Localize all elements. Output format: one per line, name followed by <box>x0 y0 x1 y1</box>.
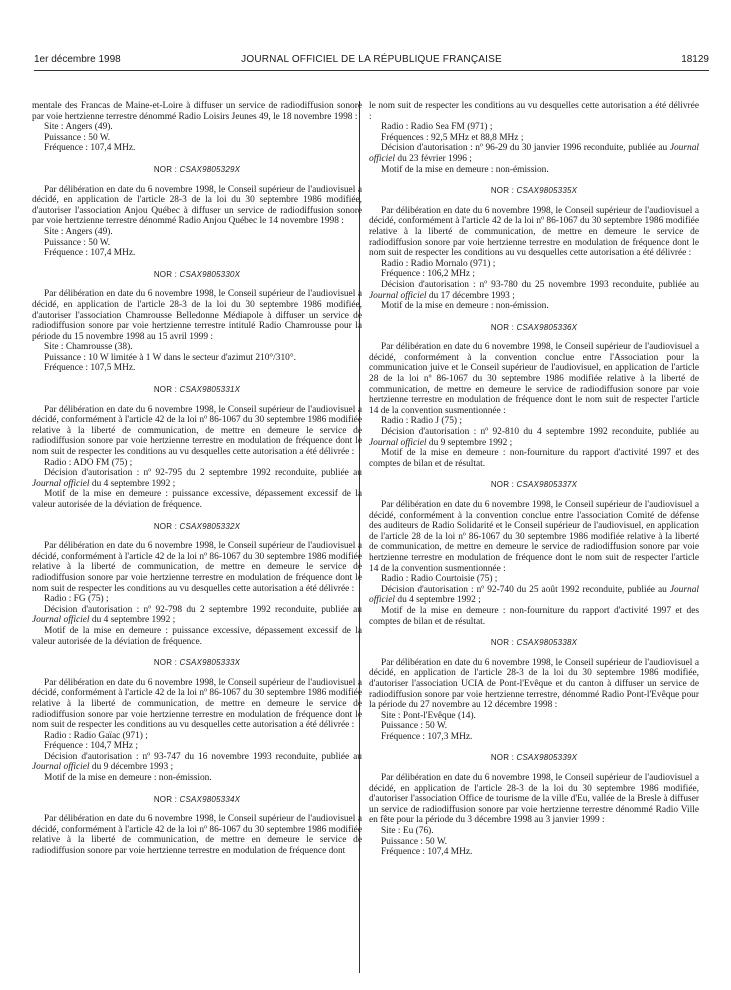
nor-heading: NOR : CSAX9805329X <box>153 164 241 174</box>
deliberation-paragraph: Par délibération en date du 6 novembre 1998, le Conseil supérieur de l'audiovisuel a décidé, conformément à l'article 42 de la loi nº 86-1067 du 30 septembre 1986 modifiée relative à la liberté de communication, de mettre en demeure le service de radiodiffusion sonore par voie hertzienne terrestre en modulation de fréquence dont le nom suit de respecter les conditions au vu desquelles cette autorisation a été délivrée : <box>32 677 362 731</box>
power-field: Puissance : 50 W. <box>44 132 111 143</box>
nor-heading: NOR : CSAX9805335X <box>490 186 578 196</box>
decision-field: Décision d'autorisation : nº 92-740 du 25 août 1992 reconduite, publiée au Journal officiel du 4 septembre 1992 ; <box>369 584 699 606</box>
decision-field: Décision d'autorisation : nº 96-29 du 30 janvier 1996 reconduite, publiée au Journal officiel du 23 février 1996 ; <box>369 143 699 164</box>
deliberation-paragraph: Par délibération en date du 6 novembre 1998, le Conseil supérieur de l'audiovisuel a décidé, en application de l'article 28-3 de la loi du 30 septembre 1986 modifiée, d'autoriser l'association UCIA de Pont-l'Evêque et du canton à diffuser un service de radiodiffusion sonore par voie hertzienne terrestre, dénommé Radio Pont-l'Evêque pour la période du 27 novembre au 12 décembre 1998 : <box>369 657 699 711</box>
deliberation-paragraph: Par délibération en date du 6 novembre 1998, le Conseil supérieur de l'audiovisuel a décidé, conformément à la convention conclue entre l'Association pour la communication juive et le Conseil supérieur de l'audiovisuel, en application de l'article 28 de la loi nº 86-1067 du 30 septembre 1986 modifiée relative à la liberté de communication, de mettre en demeure le service de radiodiffusion sonore par voie hertzienne terrestre en modulation de fréquence dont le nom suit de respecter l'article 14 de la convention susmentionnée : <box>369 342 699 416</box>
motif-field: Motif de la mise en demeure : non-fourniture du rapport d'activité 1997 et des comptes de bilan et de résultat. <box>369 605 699 627</box>
nor-heading: NOR : CSAX9805334X <box>153 794 241 804</box>
site-field: Site : Chamrousse (38). <box>44 342 133 353</box>
deliberation-paragraph: Par délibération en date du 6 novembre 1998, le Conseil supérieur de l'audiovisuel a décidé, en application de l'article 28-3 de la loi du 30 septembre 1986 modifiée, d'autoriser l'association Chamrousse Belledonne Médiapole à diffuser un service de radiodiffusion sonore par voie hertzienne terrestre intitulé Radio Chamrousse pour la période du 15 novembre 1998 au 15 avril 1999 : <box>32 289 362 342</box>
frequency-field: Fréquence : 104,7 MHz ; <box>44 741 138 752</box>
decision-field: Décision d'autorisation : nº 92-798 du 2 septembre 1992 reconduite, publiée au Journal officiel du 4 septembre 1992 ; <box>32 604 362 626</box>
site-field: Site : Angers (49). <box>44 122 113 133</box>
site-field: Site : Pont-l'Evêque (14). <box>381 710 476 721</box>
nor-heading: NOR : CSAX9805333X <box>153 658 241 668</box>
power-field: Puissance : 50 W. <box>381 721 448 732</box>
power-field: Puissance : 10 W limitée à 1 W dans le secteur d'azimut 210°/310°. <box>44 352 296 363</box>
radio-field: Radio : ADO FM (75) ; <box>44 457 133 468</box>
radio-field: Radio : Radio Gaïac (971) ; <box>44 730 148 741</box>
header-rule <box>34 70 709 71</box>
frequency-field: Fréquence : 107,4 MHz. <box>381 847 473 858</box>
frequency-field: Fréquence : 107,4 MHz. <box>44 143 136 154</box>
deliberation-paragraph: Par délibération en date du 6 novembre 1998, le Conseil supérieur de l'audiovisuel a décidé, en application de l'article 28-3 de la loi du 30 septembre 1986 modifiée, d'autoriser l'association Office de tourisme de la ville d'Eu, vallée de la Bresle à diffuser un service de radiodiffusion sonore par voie hertzienne terrestre dénommé Radio Ville en fête pour la période du 3 décembre 1998 au 3 janvier 1999 : <box>369 773 699 826</box>
decision-field: Décision d'autorisation : nº 92-810 du 4 septembre 1992 reconduite, publiée au Journal officiel du 9 septembre 1992 ; <box>369 427 699 448</box>
decision-field: Décision d'autorisation : nº 92-795 du 2 septembre 1992 reconduite, publiée au Journal officiel du 4 septembre 1992 ; <box>32 468 362 489</box>
deliberation-paragraph: Par délibération en date du 6 novembre 1998, le Conseil supérieur de l'audiovisuel a décidé, conformément à l'article 42 de la loi nº 86-1067 du 30 septembre 1986 modifiée relative à la liberté de communication, de mettre en demeure le service de radiodiffusion sonore par voie hertzienne terrestre en modulation de fréquence dont le nom suit de respecter les conditions au vu desquelles cette autorisation a été délivrée : <box>369 205 699 259</box>
frequency-field: Fréquences : 92,5 MHz et 88,8 MHz ; <box>381 132 524 143</box>
left-column <box>32 101 362 857</box>
nor-heading: NOR : CSAX9805337X <box>490 480 578 490</box>
motif-field: Motif de la mise en demeure : puissance excessive, dépassement excessif de la valeur autorisée de la déviation de fréquence. <box>32 489 362 510</box>
radio-field: Radio : Radio J (75) ; <box>381 416 462 427</box>
power-field: Puissance : 50 W. <box>381 836 448 847</box>
nor-heading: NOR : CSAX9805330X <box>153 269 241 279</box>
deliberation-paragraph: Par délibération en date du 6 novembre 1998, le Conseil supérieur de l'audiovisuel a décidé, conformément à l'article 42 de la loi nº 86-1067 du 30 septembre 1986 modifiée relative à la liberté de communication, de mettre en demeure le service de radiodiffusion sonore par voie hertzienne terrestre en modulation de fréquence dont le nom suit de respecter les conditions au vu desquelles cette autorisation a été délivrée : <box>32 404 362 458</box>
motif-field: Motif de la mise en demeure : non-émission. <box>381 301 549 312</box>
frequency-field: Fréquence : 107,3 MHz. <box>381 731 473 742</box>
continued-paragraph: le nom suit de respecter les conditions au vu desquelles cette autorisation a été délivrée : <box>369 101 699 122</box>
motif-field: Motif de la mise en demeure : non-fourniture du rapport d'activité 1997 et des comptes de bilan et de résultat. <box>369 448 699 469</box>
deliberation-paragraph: Par délibération en date du 6 novembre 1998, le Conseil supérieur de l'audiovisuel a décidé, conformément à la convention conclue entre l'association Comité de défense des auditeurs de Radio Solidarité et le Conseil supérieur de l'audiovisuel, en application de l'article 28 de la loi nº 86-1067 du 30 septembre 1986 modifiée relative à la liberté de communication, de mettre en demeure le service de radiodiffusion sonore par voie hertzienne terrestre en modulation de fréquence dont le nom suit de respecter l'article 14 de la convention susmentionnée : <box>369 500 699 574</box>
page-header <box>34 54 709 68</box>
power-field: Puissance : 50 W. <box>44 237 111 248</box>
motif-field: Motif de la mise en demeure : puissance excessive, dépassement excessif de la valeur autorisée de la déviation de fréquence. <box>32 625 362 647</box>
decision-field: Décision d'autorisation : nº 93-747 du 16 novembre 1993 reconduite, publiée au Journal officiel du 9 décembre 1993 ; <box>32 751 362 773</box>
frequency-field: Fréquence : 107,5 MHz. <box>44 363 136 374</box>
radio-field: Radio : FG (75) ; <box>44 594 109 605</box>
frequency-field: Fréquence : 107,4 MHz. <box>44 248 136 259</box>
deliberation-paragraph: Par délibération en date du 6 novembre 1998, le Conseil supérieur de l'audiovisuel a décidé, conformément à l'article 42 de la loi nº 86-1067 du 30 septembre 1986 modifiée relative à la liberté de communication, de mettre en demeure le service de radiodiffusion sonore par voie hertzienne terrestre en modulation de fréquence dont le nom suit de respecter les conditions au vu desquelles cette autorisation a été délivrée : <box>32 541 362 594</box>
radio-field: Radio : Radio Courtoisie (75) ; <box>381 574 498 585</box>
journal-title: JOURNAL OFFICIEL DE LA RÉPUBLIQUE FRANÇAISE <box>241 54 502 65</box>
nor-heading: NOR : CSAX9805336X <box>490 322 578 332</box>
nor-heading: NOR : CSAX9805339X <box>490 753 578 763</box>
motif-field: Motif de la mise en demeure : non-émission. <box>44 773 212 784</box>
site-field: Site : Angers (49). <box>44 226 113 237</box>
decision-field: Décision d'autorisation : nº 93-780 du 25 novembre 1993 reconduite, publiée au Journal officiel du 17 décembre 1993 ; <box>369 279 699 301</box>
motif-field: Motif de la mise en demeure : non-émission. <box>381 164 549 175</box>
nor-heading: NOR : CSAX9805338X <box>490 638 578 648</box>
deliberation-paragraph: Par délibération en date du 6 novembre 1998, le Conseil supérieur de l'audiovisuel a décidé, conformément à l'article 42 de la loi nº 86-1067 du 30 septembre 1986 modifiée relative à la liberté de communication, de mettre en demeure le service de radiodiffusion sonore par voie hertzienne terrestre en modulation de fréquence dont <box>32 814 362 857</box>
header-date: 1er décembre 1998 <box>34 54 121 65</box>
frequency-field: Fréquence : 106,2 MHz ; <box>381 269 475 280</box>
page-number: 18129 <box>681 54 709 65</box>
nor-heading: NOR : CSAX9805332X <box>153 521 241 531</box>
right-column <box>369 101 699 858</box>
radio-field: Radio : Radio Sea FM (971) ; <box>381 122 493 133</box>
continued-paragraph: mentale des Francas de Maine-et-Loire à diffuser un service de radiodiffusion sonore par voie hertzienne terrestre dénommé Radio Loisirs Jeunes 49, le 18 novembre 1998 : <box>32 101 362 122</box>
deliberation-paragraph: Par délibération en date du 6 novembre 1998, le Conseil supérieur de l'audiovisuel a décidé, en application de l'article 28-3 de la loi du 30 septembre 1986 modifiée, d'autoriser l'association Anjou Québec à diffuser un service de radiodiffusion sonore par voie hertzienne terrestre dénommé Radio Anjou Québec le 14 novembre 1998 : <box>32 184 362 227</box>
nor-heading: NOR : CSAX9805331X <box>153 385 241 395</box>
radio-field: Radio : Radio Mornalo (971) ; <box>381 258 496 269</box>
site-field: Site : Eu (76). <box>381 826 434 837</box>
